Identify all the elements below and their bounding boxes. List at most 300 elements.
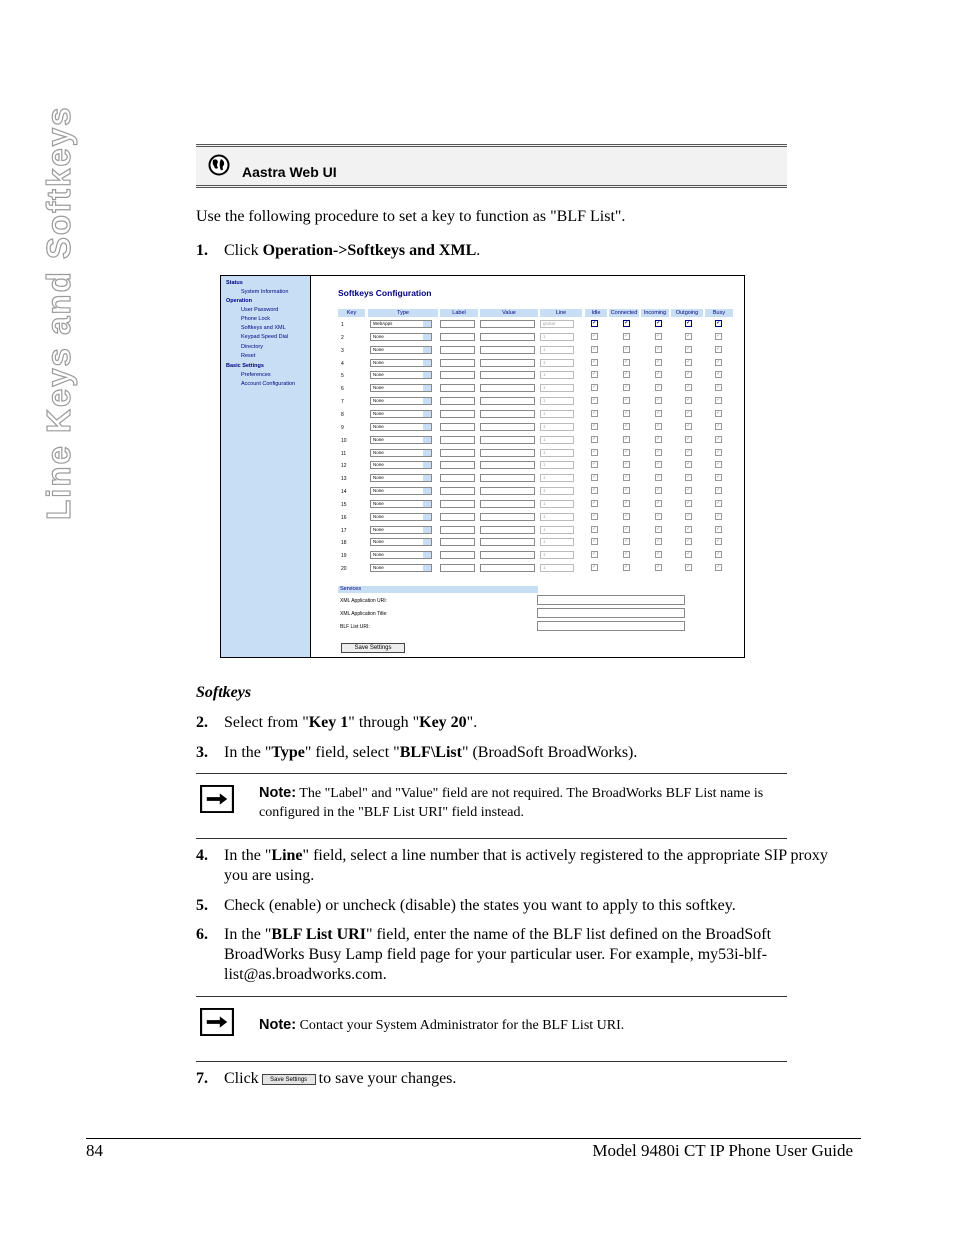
state-checkbox[interactable] [715, 461, 722, 468]
service-label: XML Application URI: [340, 598, 388, 604]
state-checkbox[interactable] [655, 333, 662, 340]
value-input[interactable] [480, 346, 535, 354]
softkeys-config-screenshot [220, 275, 745, 658]
state-checkbox[interactable] [623, 461, 630, 468]
state-checkbox[interactable] [623, 526, 630, 533]
state-checkbox[interactable] [715, 500, 722, 507]
value-input[interactable] [480, 397, 535, 405]
label-input[interactable] [440, 333, 475, 341]
state-checkbox[interactable] [655, 359, 662, 366]
chevron-down-icon [423, 527, 431, 533]
label-input[interactable] [440, 551, 475, 559]
nav-item[interactable]: Preferences [241, 372, 271, 378]
state-checkbox[interactable] [715, 551, 722, 558]
chevron-down-icon [423, 514, 431, 520]
chevron-down-icon [423, 372, 431, 378]
state-checkbox[interactable] [655, 474, 662, 481]
footer-rule [86, 1138, 861, 1139]
arrow-right-icon [200, 1008, 234, 1036]
note-box-2 [196, 996, 787, 1062]
state-checkbox[interactable] [623, 538, 630, 545]
state-checkbox[interactable] [685, 449, 692, 456]
state-checkbox[interactable] [591, 449, 598, 456]
label-input[interactable] [440, 461, 475, 469]
state-checkbox[interactable] [655, 423, 662, 430]
section-heading: Softkeys [196, 684, 252, 701]
state-checkbox[interactable] [591, 461, 598, 468]
type-select[interactable]: None [370, 333, 432, 341]
table-row [338, 410, 738, 420]
type-select[interactable]: None [370, 346, 432, 354]
step-text: ". [466, 714, 478, 731]
value-input[interactable] [480, 333, 535, 341]
label-input[interactable] [440, 538, 475, 546]
state-checkbox[interactable] [591, 359, 598, 366]
table-row [338, 500, 738, 510]
state-checkbox[interactable] [623, 384, 630, 391]
label-input[interactable] [440, 474, 475, 482]
state-checkbox[interactable] [685, 436, 692, 443]
value-input[interactable] [480, 500, 535, 508]
state-checkbox[interactable] [591, 487, 598, 494]
nav-item[interactable]: Account Configuration [241, 381, 296, 387]
step-number: 3. [196, 744, 208, 761]
state-checkbox[interactable] [591, 423, 598, 430]
key-number: 5 [341, 373, 344, 380]
label-input[interactable] [440, 423, 475, 431]
line-select[interactable]: 1 [540, 333, 574, 341]
note-body: The "Label" and "Value" field are not required. The BroadWorks BLF List name is configured in the "BLF List URI" field instead. [259, 786, 764, 820]
nav-sidebar [221, 276, 311, 657]
state-checkbox[interactable] [655, 320, 662, 327]
value-input[interactable] [480, 538, 535, 546]
state-checkbox[interactable] [655, 449, 662, 456]
state-checkbox[interactable] [685, 526, 692, 533]
chevron-down-icon [423, 347, 431, 353]
state-checkbox[interactable] [655, 371, 662, 378]
web-ui-banner [196, 144, 787, 188]
nav-item: Operation [226, 298, 252, 304]
service-label: XML Application Title: [340, 611, 388, 617]
state-checkbox[interactable] [715, 474, 722, 481]
note-label: Note: [259, 785, 297, 801]
chevron-down-icon [423, 437, 431, 443]
chevron-down-icon [423, 398, 431, 404]
state-checkbox[interactable] [655, 346, 662, 353]
nav-item[interactable]: Reset [241, 353, 256, 359]
step-text: In the " [224, 847, 272, 864]
state-checkbox[interactable] [715, 333, 722, 340]
page-number: 84 [86, 1141, 103, 1160]
type-select[interactable]: None [370, 397, 432, 405]
type-select[interactable]: None [370, 487, 432, 495]
line-select[interactable]: global [540, 320, 574, 328]
step-text: In the " [224, 744, 272, 761]
chevron-down-icon [423, 424, 431, 430]
state-checkbox[interactable] [715, 487, 722, 494]
state-checkbox[interactable] [623, 371, 630, 378]
line-select[interactable]: 1 [540, 359, 574, 367]
nav-item[interactable]: Directory [241, 344, 264, 350]
state-checkbox[interactable] [591, 551, 598, 558]
state-checkbox[interactable] [655, 564, 662, 571]
step-text: " field, select a line number that is actively registered to the appropriate SIP proxy you are using. [224, 847, 828, 884]
nav-item[interactable]: User Password [241, 307, 279, 313]
type-select[interactable]: WebApps [370, 320, 432, 328]
table-row [338, 436, 738, 446]
line-select[interactable]: 1 [540, 449, 574, 457]
value-input[interactable] [480, 526, 535, 534]
state-checkbox[interactable] [623, 423, 630, 430]
value-input[interactable] [480, 423, 535, 431]
key-number: 13 [341, 476, 347, 483]
state-checkbox[interactable] [591, 513, 598, 520]
label-input[interactable] [440, 371, 475, 379]
value-input[interactable] [480, 551, 535, 559]
key-number: 7 [341, 399, 344, 406]
step-text: to save your changes. [318, 1070, 457, 1087]
state-checkbox[interactable] [591, 564, 598, 571]
state-checkbox[interactable] [623, 320, 630, 327]
state-checkbox[interactable] [715, 320, 722, 327]
step-number: 1. [196, 242, 208, 259]
value-input[interactable] [480, 487, 535, 495]
table-row [338, 423, 738, 433]
line-select[interactable]: 1 [540, 526, 574, 534]
column-header: Key [338, 309, 365, 317]
chevron-down-icon [423, 501, 431, 507]
table-row [338, 461, 738, 471]
state-checkbox[interactable] [655, 487, 662, 494]
chevron-down-icon [423, 488, 431, 494]
state-checkbox[interactable] [685, 564, 692, 571]
label-input[interactable] [440, 397, 475, 405]
column-header: Incoming [641, 309, 669, 317]
state-checkbox[interactable] [591, 538, 598, 545]
line-select[interactable]: 1 [540, 436, 574, 444]
note-text [259, 1016, 779, 1035]
nav-item: Basic Settings [226, 363, 264, 369]
type-select[interactable]: None [370, 423, 432, 431]
state-checkbox[interactable] [685, 320, 692, 327]
guide-title: Model 9480i CT IP Phone User Guide [592, 1141, 853, 1160]
state-checkbox[interactable] [591, 526, 598, 533]
menu-path: Operation->Softkeys and XML [262, 242, 477, 259]
state-checkbox[interactable] [623, 346, 630, 353]
state-checkbox[interactable] [623, 564, 630, 571]
state-checkbox[interactable] [685, 359, 692, 366]
key-number: 14 [341, 489, 347, 496]
type-select[interactable]: None [370, 526, 432, 534]
state-checkbox[interactable] [591, 346, 598, 353]
key-number: 15 [341, 501, 347, 508]
key-number: 4 [341, 360, 344, 367]
type-select[interactable]: None [370, 410, 432, 418]
step-number: 4. [196, 847, 208, 864]
state-checkbox[interactable] [591, 333, 598, 340]
state-checkbox[interactable] [623, 333, 630, 340]
nav-item[interactable]: System Information [241, 289, 289, 295]
state-checkbox[interactable] [715, 384, 722, 391]
table-row [338, 513, 738, 523]
label-input[interactable] [440, 436, 475, 444]
value-input[interactable] [480, 513, 535, 521]
chevron-down-icon [423, 385, 431, 391]
save-settings-button[interactable]: Save Settings [341, 643, 405, 653]
table-row [338, 474, 738, 484]
state-checkbox[interactable] [715, 410, 722, 417]
chevron-down-icon [423, 539, 431, 545]
value-input[interactable] [480, 461, 535, 469]
state-checkbox[interactable] [715, 423, 722, 430]
type-select[interactable]: None [370, 449, 432, 457]
type-select[interactable]: None [370, 359, 432, 367]
nav-item[interactable]: Keypad Speed Dial [241, 334, 289, 340]
chevron-down-icon [423, 450, 431, 456]
column-header: Type [368, 309, 438, 317]
state-checkbox[interactable] [685, 346, 692, 353]
line-select[interactable]: 1 [540, 474, 574, 482]
chevron-down-icon [423, 565, 431, 571]
label-input[interactable] [440, 410, 475, 418]
state-checkbox[interactable] [623, 474, 630, 481]
value-input[interactable] [480, 320, 535, 328]
line-select[interactable]: 1 [540, 423, 574, 431]
state-checkbox[interactable] [685, 487, 692, 494]
state-checkbox[interactable] [655, 551, 662, 558]
table-row [338, 320, 738, 330]
services-header: Services [338, 586, 538, 593]
state-checkbox[interactable] [623, 397, 630, 404]
service-input[interactable] [537, 595, 685, 605]
label-input[interactable] [440, 449, 475, 457]
state-checkbox[interactable] [591, 320, 598, 327]
key-number: 6 [341, 386, 344, 393]
type-select[interactable]: None [370, 513, 432, 521]
state-checkbox[interactable] [685, 538, 692, 545]
step-text: " field, select " [304, 744, 400, 761]
type-select[interactable]: None [370, 538, 432, 546]
state-checkbox[interactable] [655, 500, 662, 507]
table-row [338, 333, 738, 343]
step-text: " (BroadSoft BroadWorks). [461, 744, 638, 761]
column-header: Outgoing [671, 309, 703, 317]
step-number: 5. [196, 897, 208, 914]
step-text: Check (enable) or uncheck (disable) the states you want to apply to this softkey. [224, 897, 736, 914]
state-checkbox[interactable] [623, 551, 630, 558]
label-input[interactable] [440, 487, 475, 495]
label-input[interactable] [440, 513, 475, 521]
chevron-down-icon [423, 552, 431, 558]
column-header: Label [440, 309, 478, 317]
state-checkbox[interactable] [655, 436, 662, 443]
field-name: Type [271, 744, 305, 761]
state-checkbox[interactable] [623, 449, 630, 456]
step-text: Click [224, 242, 263, 259]
state-checkbox[interactable] [685, 397, 692, 404]
column-header: Line [540, 309, 582, 317]
state-checkbox[interactable] [623, 410, 630, 417]
state-checkbox[interactable] [655, 410, 662, 417]
state-checkbox[interactable] [715, 513, 722, 520]
label-input[interactable] [440, 500, 475, 508]
state-checkbox[interactable] [685, 410, 692, 417]
state-checkbox[interactable] [623, 500, 630, 507]
line-select[interactable]: 1 [540, 551, 574, 559]
type-select[interactable]: None [370, 384, 432, 392]
table-row [338, 526, 738, 536]
state-checkbox[interactable] [715, 564, 722, 571]
line-select[interactable]: 1 [540, 346, 574, 354]
note-text [259, 784, 779, 822]
state-checkbox[interactable] [623, 487, 630, 494]
label-input[interactable] [440, 384, 475, 392]
state-checkbox[interactable] [715, 436, 722, 443]
note-box-1 [196, 773, 787, 839]
line-select[interactable]: 1 [540, 538, 574, 546]
line-select[interactable]: 1 [540, 487, 574, 495]
state-checkbox[interactable] [623, 436, 630, 443]
nav-item: Status [226, 280, 243, 286]
step-text: Click [224, 1070, 259, 1087]
chevron-down-icon [423, 475, 431, 481]
state-checkbox[interactable] [655, 397, 662, 404]
key-number: 1 [341, 322, 344, 328]
service-input[interactable] [537, 608, 685, 618]
value-input[interactable] [480, 474, 535, 482]
line-select[interactable]: 1 [540, 371, 574, 379]
state-checkbox[interactable] [591, 410, 598, 417]
line-select[interactable]: 1 [540, 500, 574, 508]
state-checkbox[interactable] [715, 538, 722, 545]
state-checkbox[interactable] [685, 513, 692, 520]
label-input[interactable] [440, 526, 475, 534]
label-input[interactable] [440, 320, 475, 328]
side-section-title: Line Keys and Softkeys [40, 105, 77, 520]
column-header: Value [480, 309, 538, 317]
type-select[interactable]: None [370, 551, 432, 559]
state-checkbox[interactable] [591, 474, 598, 481]
web-ui-label: Aastra Web UI [242, 164, 337, 180]
line-select[interactable]: 1 [540, 564, 574, 572]
state-checkbox[interactable] [685, 384, 692, 391]
state-checkbox[interactable] [685, 371, 692, 378]
value-input[interactable] [480, 449, 535, 457]
step-text: In the " [224, 926, 272, 943]
chevron-down-icon [423, 411, 431, 417]
state-checkbox[interactable] [685, 423, 692, 430]
nav-item[interactable]: Softkeys and XML [241, 325, 286, 331]
table-row [338, 538, 738, 548]
state-checkbox[interactable] [685, 551, 692, 558]
state-checkbox[interactable] [655, 526, 662, 533]
state-checkbox[interactable] [591, 500, 598, 507]
state-checkbox[interactable] [715, 346, 722, 353]
table-row [338, 551, 738, 561]
state-checkbox[interactable] [715, 371, 722, 378]
chevron-down-icon [423, 360, 431, 366]
state-checkbox[interactable] [655, 513, 662, 520]
nav-item[interactable]: Phone Lock [241, 316, 271, 322]
step-text: " field, enter the name of the BLF list defined on the BroadSoft BroadWorks Busy Lamp field page for your particular user. For example, my53i-blf-list@as.broadworks.com. [224, 926, 772, 983]
line-select[interactable]: 1 [540, 410, 574, 418]
line-select[interactable]: 1 [540, 397, 574, 405]
line-select[interactable]: 1 [540, 513, 574, 521]
state-checkbox[interactable] [715, 449, 722, 456]
key-number: 11 [341, 450, 347, 457]
step-number: 2. [196, 714, 208, 731]
chevron-down-icon [423, 334, 431, 340]
value-input[interactable] [480, 384, 535, 392]
type-select[interactable]: None [370, 474, 432, 482]
key-number: 16 [341, 514, 347, 521]
state-checkbox[interactable] [715, 397, 722, 404]
value-input[interactable] [480, 359, 535, 367]
arrow-right-icon [200, 785, 234, 813]
state-checkbox[interactable] [591, 436, 598, 443]
state-checkbox[interactable] [623, 359, 630, 366]
state-checkbox[interactable] [715, 359, 722, 366]
value-input[interactable] [480, 564, 535, 572]
line-select[interactable]: 1 [540, 384, 574, 392]
value-input[interactable] [480, 410, 535, 418]
line-select[interactable]: 1 [540, 461, 574, 469]
value-input[interactable] [480, 371, 535, 379]
state-checkbox[interactable] [715, 526, 722, 533]
state-checkbox[interactable] [655, 461, 662, 468]
service-input[interactable] [537, 621, 685, 631]
type-select[interactable]: None [370, 564, 432, 572]
state-checkbox[interactable] [685, 474, 692, 481]
state-checkbox[interactable] [685, 333, 692, 340]
state-checkbox[interactable] [591, 371, 598, 378]
state-checkbox[interactable] [591, 397, 598, 404]
chevron-down-icon [423, 462, 431, 468]
column-header: Busy [705, 309, 733, 317]
key-name: Key 20 [419, 714, 467, 731]
key-number: 20 [341, 566, 347, 573]
state-checkbox[interactable] [655, 384, 662, 391]
key-number: 2 [341, 334, 344, 341]
state-checkbox[interactable] [685, 500, 692, 507]
label-input[interactable] [440, 359, 475, 367]
key-number: 19 [341, 553, 347, 560]
globe-icon [208, 154, 230, 176]
key-number: 12 [341, 463, 347, 470]
type-select[interactable]: None [370, 371, 432, 379]
table-row [338, 397, 738, 407]
state-checkbox[interactable] [685, 461, 692, 468]
chevron-down-icon [423, 321, 431, 327]
table-row [338, 346, 738, 356]
state-checkbox[interactable] [591, 384, 598, 391]
key-number: 10 [341, 437, 347, 444]
type-select[interactable]: None [370, 436, 432, 444]
label-input[interactable] [440, 564, 475, 572]
label-input[interactable] [440, 346, 475, 354]
table-row [338, 371, 738, 381]
type-select[interactable]: None [370, 500, 432, 508]
column-header: Idle [585, 309, 607, 317]
field-name: Line [271, 847, 303, 864]
table-row [338, 449, 738, 459]
state-checkbox[interactable] [623, 513, 630, 520]
type-select[interactable]: None [370, 461, 432, 469]
step-text: " through " [348, 714, 420, 731]
state-checkbox[interactable] [655, 538, 662, 545]
value-input[interactable] [480, 436, 535, 444]
key-number: 8 [341, 411, 344, 418]
